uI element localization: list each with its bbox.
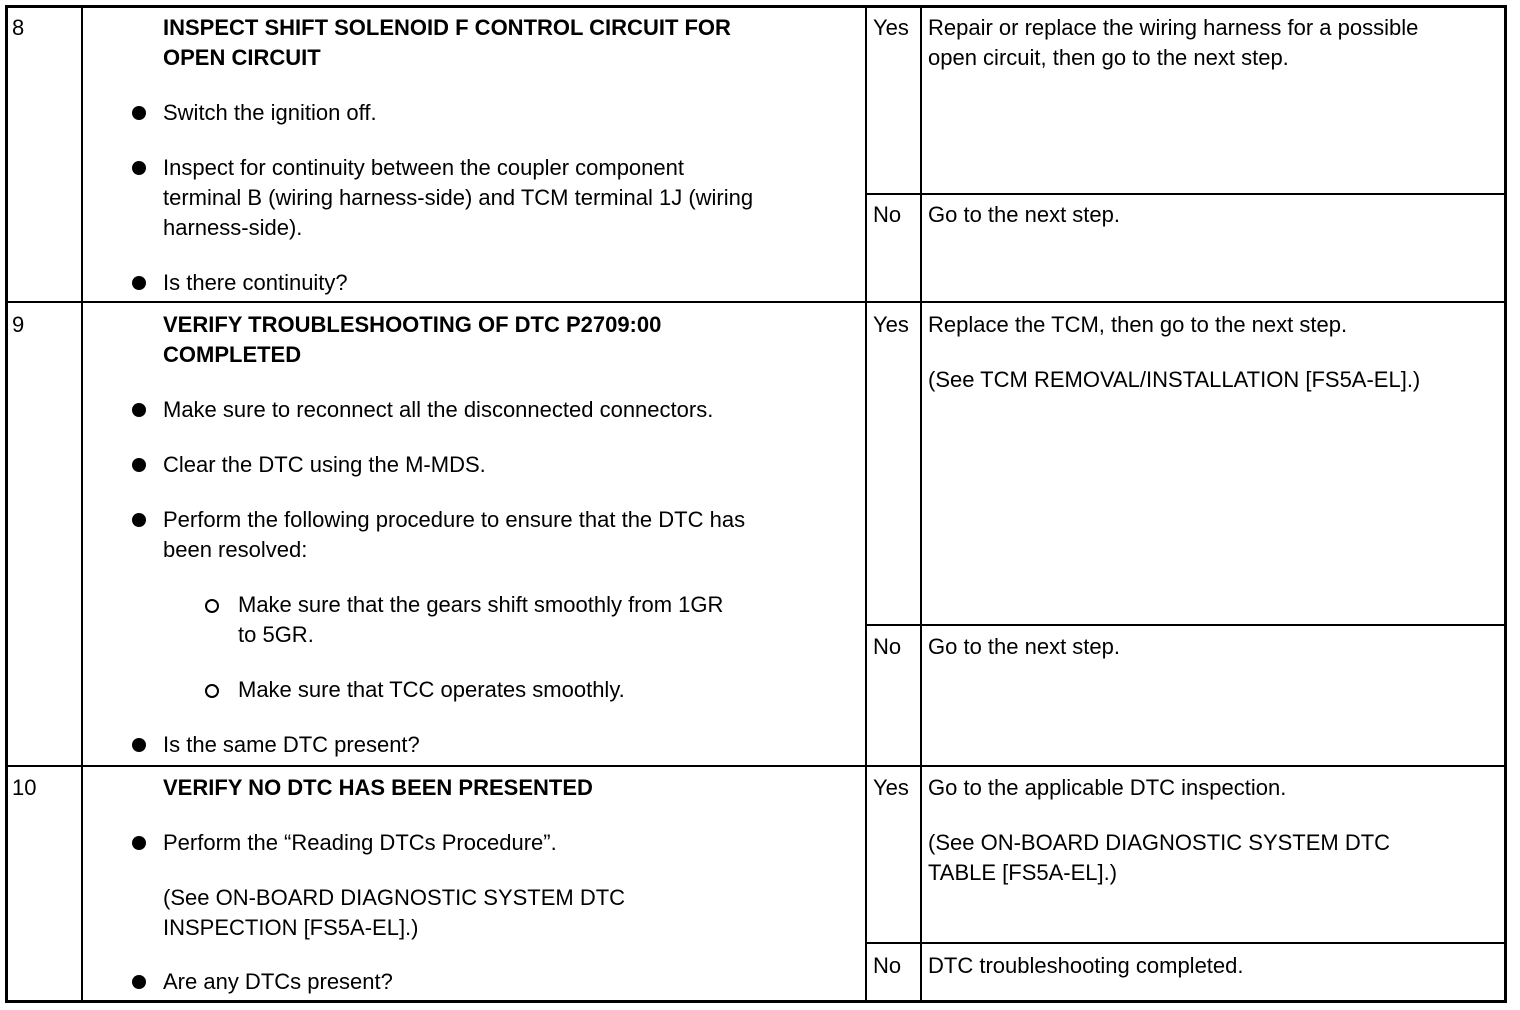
no-label: No: [873, 953, 902, 978]
step-title: COMPLETED: [163, 342, 302, 367]
step-title: VERIFY TROUBLESHOOTING OF DTC P2709:00: [163, 312, 662, 337]
bullet-icon: [132, 161, 146, 175]
bullet-text: Switch the ignition off.: [163, 100, 377, 125]
bullet-icon: [132, 513, 146, 527]
bullet-text: harness-side).: [163, 215, 303, 240]
bullet-icon: [132, 975, 146, 989]
col-divider-num: [81, 5, 83, 1003]
bullet-text: Inspect for continuity between the coupler component: [163, 155, 684, 180]
yes-no-divider-8: [865, 193, 1507, 195]
bullet-icon: [132, 458, 146, 472]
col-divider-action: [865, 5, 867, 1003]
yes-reference: TABLE [FS5A-EL].): [928, 860, 1118, 885]
bullet-text: been resolved:: [163, 537, 308, 562]
no-label: No: [873, 634, 902, 659]
yes-label: Yes: [873, 775, 909, 800]
no-action: Go to the next step.: [928, 634, 1121, 659]
yes-action: Repair or replace the wiring harness for a possible: [928, 15, 1419, 40]
yes-action: Go to the applicable DTC inspection.: [928, 775, 1287, 800]
col-divider-answer: [920, 5, 922, 1003]
yes-action: open circuit, then go to the next step.: [928, 45, 1289, 70]
step-title: OPEN CIRCUIT: [163, 45, 321, 70]
no-action: Go to the next step.: [928, 202, 1121, 227]
bullet-text: Is the same DTC present?: [163, 732, 420, 757]
reference-note: (See ON-BOARD DIAGNOSTIC SYSTEM DTC: [163, 885, 626, 910]
yes-no-divider-9: [865, 624, 1507, 626]
bullet-icon: [132, 106, 146, 120]
yes-reference: (See TCM REMOVAL/INSTALLATION [FS5A-EL].): [928, 367, 1421, 392]
bullet-icon: [132, 276, 146, 290]
bullet-icon: [132, 738, 146, 752]
bullet-text: Is there continuity?: [163, 270, 348, 295]
sub-bullet-text: Make sure that TCC operates smoothly.: [238, 677, 625, 702]
reference-note: INSPECTION [FS5A-EL].): [163, 915, 419, 940]
step-title: INSPECT SHIFT SOLENOID F CONTROL CIRCUIT FOR: [163, 15, 731, 40]
yes-no-divider-10: [865, 942, 1507, 944]
step-number: 8: [12, 15, 25, 40]
sub-bullet-text: to 5GR.: [238, 622, 314, 647]
bullet-text: Are any DTCs present?: [163, 969, 393, 994]
step-number: 10: [12, 775, 37, 800]
yes-action: Replace the TCM, then go to the next step.: [928, 312, 1348, 337]
yes-label: Yes: [873, 15, 909, 40]
sub-bullet-text: Make sure that the gears shift smoothly from 1GR: [238, 592, 724, 617]
bullet-text: Make sure to reconnect all the disconnected connectors.: [163, 397, 714, 422]
sub-bullet-icon: [205, 599, 219, 613]
no-label: No: [873, 202, 902, 227]
bullet-text: Perform the following procedure to ensure that the DTC has: [163, 507, 746, 532]
bullet-text: Clear the DTC using the M-MDS.: [163, 452, 486, 477]
yes-reference: (See ON-BOARD DIAGNOSTIC SYSTEM DTC: [928, 830, 1391, 855]
sub-bullet-icon: [205, 684, 219, 698]
row-divider-9-10: [5, 765, 1507, 767]
no-action: DTC troubleshooting completed.: [928, 953, 1244, 978]
bullet-text: Perform the “Reading DTCs Procedure”.: [163, 830, 557, 855]
row-divider-8-9: [5, 301, 1507, 303]
bullet-icon: [132, 836, 146, 850]
bullet-text: terminal B (wiring harness-side) and TCM terminal 1J (wiring: [163, 185, 754, 210]
bullet-icon: [132, 403, 146, 417]
yes-label: Yes: [873, 312, 909, 337]
step-number: 9: [12, 312, 25, 337]
step-title: VERIFY NO DTC HAS BEEN PRESENTED: [163, 775, 593, 800]
